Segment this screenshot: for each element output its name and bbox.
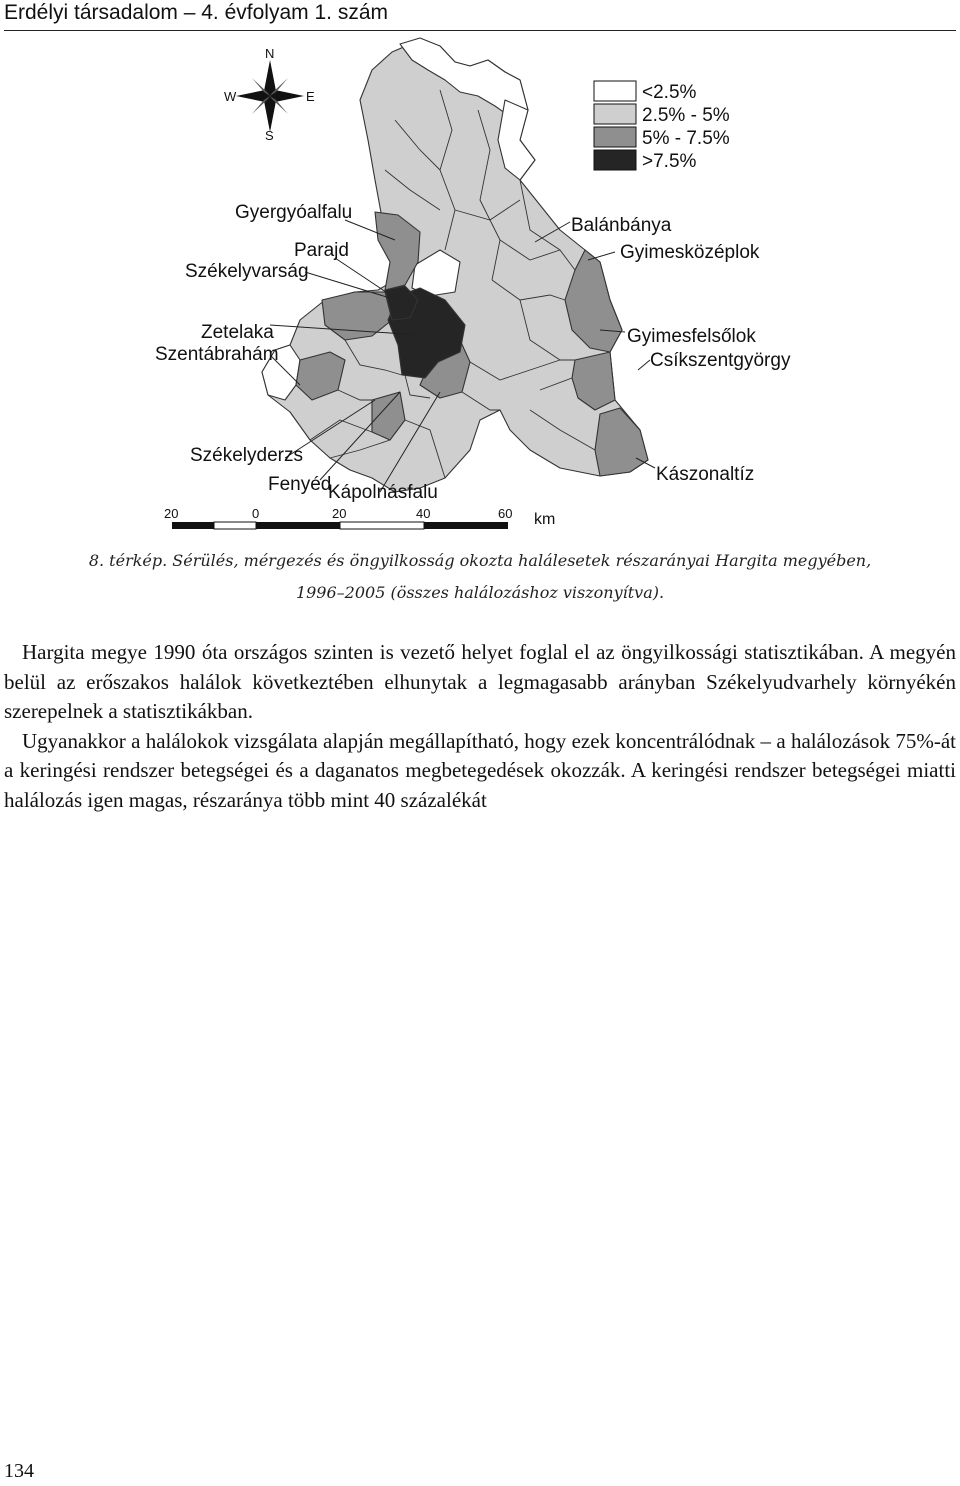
label-zetelaka: Zetelaka — [201, 322, 274, 343]
label-csikszentgyorgy: Csíkszentgyörgy — [650, 350, 791, 371]
label-gyimeskozeplok: Gyimesközéplok — [620, 242, 760, 263]
label-gyergyoalfalu: Gyergyóalfalu — [235, 202, 353, 223]
label-szentabraham: Szentábrahám — [155, 344, 279, 365]
running-title: Erdélyi társadalom – 4. évfolyam 1. szám — [4, 1, 388, 24]
label-balanbanya: Balánbánya — [571, 215, 672, 236]
running-header — [4, 0, 956, 31]
county-regions — [262, 38, 648, 492]
region-kaszon — [595, 408, 648, 476]
compass-south: S — [265, 128, 274, 143]
compass-east: E — [306, 89, 315, 104]
hargita-map — [0, 34, 960, 544]
label-kapolnasfalu: Kápolnásfalu — [328, 482, 438, 503]
legend-swatch-1 — [594, 81, 636, 101]
label-szekelyvarsag: Székelyvarság — [185, 261, 309, 282]
label-parajd: Parajd — [294, 240, 349, 261]
map-figure — [0, 34, 960, 544]
body-text — [4, 638, 956, 815]
scale-bar — [164, 506, 555, 529]
label-fenyed: Fenyéd — [268, 474, 332, 495]
legend-swatch-2 — [594, 104, 636, 124]
legend-swatch-4 — [594, 150, 636, 170]
legend-label-1: <2.5% — [642, 82, 697, 103]
scale-tick-3: 20 — [332, 506, 347, 521]
paragraph-1: Hargita megye 1990 óta országos szinten is vezető helyet foglal el az öngyilkossági statisztikában. A megyén belül az erőszakos halálok következtében elhunytak a legmagasabb arányban Székelyudvarhely környékén szerepelnek a statisztikákban. — [4, 640, 956, 723]
compass-north: N — [265, 46, 275, 61]
scale-unit: km — [534, 511, 556, 528]
label-szekelyderzs: Székelyderzs — [190, 445, 303, 466]
page-number: 134 — [4, 1460, 34, 1482]
map-caption-line2: 1996–2005 (összes halálozáshoz viszonyítva). — [295, 583, 665, 602]
label-gyimesfelsolok: Gyimesfelsőlok — [627, 326, 756, 347]
compass-rose — [224, 46, 315, 143]
scale-tick-2: 0 — [252, 506, 260, 521]
scale-tick-4: 40 — [416, 506, 431, 521]
scale-tick-1: 20 — [164, 506, 179, 521]
compass-west: W — [224, 89, 237, 104]
compass-icon — [264, 60, 276, 96]
map-legend — [594, 81, 730, 172]
legend-label-2: 2.5% - 5% — [642, 105, 730, 126]
legend-label-4: >7.5% — [642, 151, 697, 172]
map-caption-line1: 8. térkép. Sérülés, mérgezés és öngyilkosság okozta halálesetek részarányai Hargita megyében, — [88, 551, 872, 570]
paragraph-2: Ugyanakkor a halálokok vizsgálata alapján megállapítható, hogy ezek koncentrálódnak – a halálozások 75%-át a keringési rendszer betegségei és a daganatos megbetegedések okozzák. A keringési rendszer betegségei miatti halálozás igen magas, részaránya több mint 40 százalékát — [4, 728, 956, 812]
legend-label-3: 5% - 7.5% — [642, 128, 730, 149]
legend-swatch-3 — [594, 127, 636, 147]
scale-tick-5: 60 — [498, 506, 513, 521]
label-kaszonaltiz: Kászonaltíz — [656, 464, 755, 485]
